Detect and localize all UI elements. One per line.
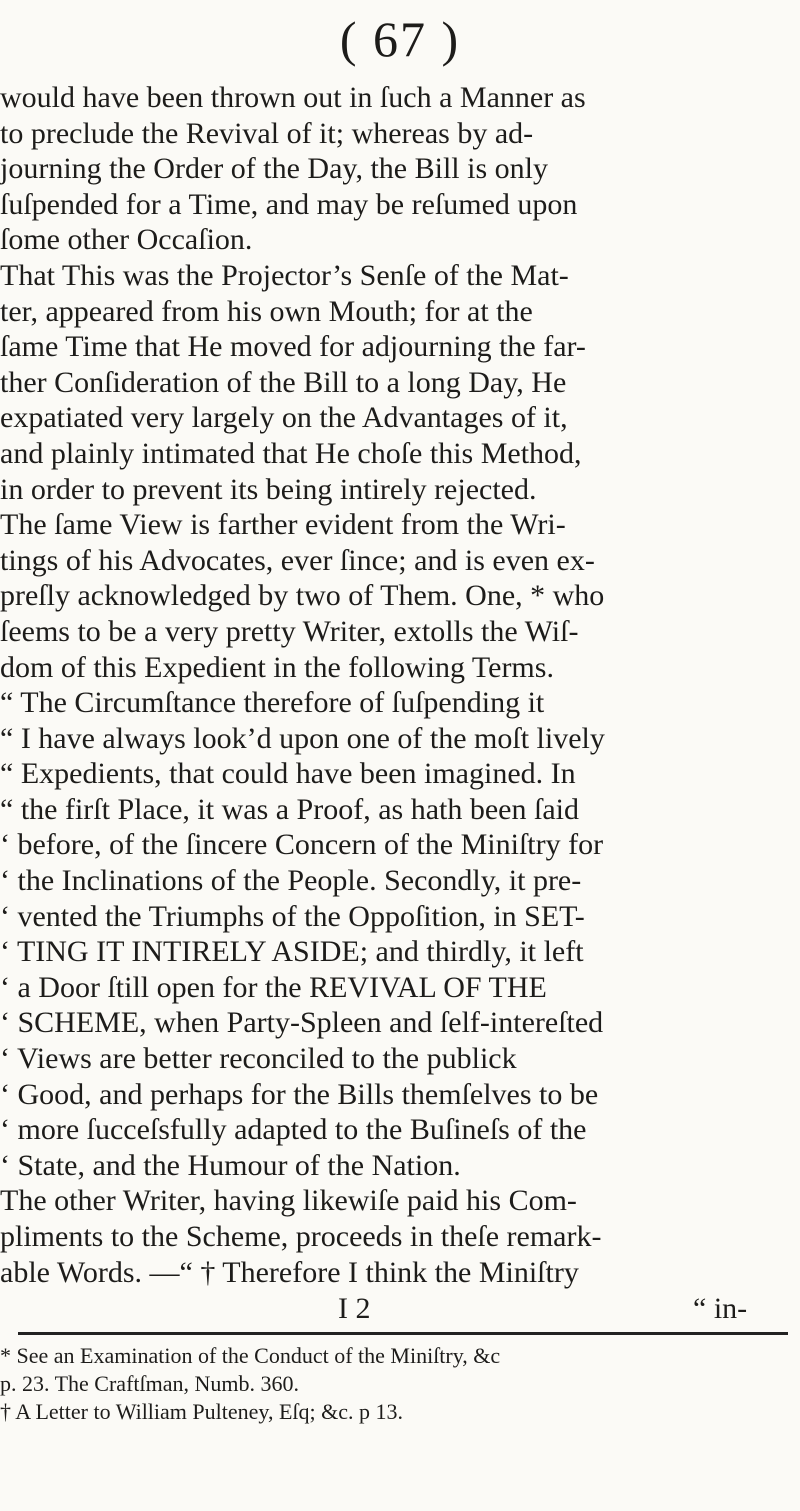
text-line: ſame Time that He moved for adjourning the far- xyxy=(0,330,586,364)
text-line: ‘ Good, and perhaps for the Bills themſelves to be xyxy=(0,1077,599,1111)
text-line: ther Conſideration of the Bill to a long Day, He xyxy=(0,365,567,399)
text-line: “ Expedients, that could have been imagined. In xyxy=(0,757,576,791)
text-line: That This was the Projector’s Senſe of the Mat- xyxy=(0,258,569,292)
text-line: “ I have always look’d upon one of the moſt lively xyxy=(0,721,605,755)
text-line: ‘ more ſucceſsfully adapted to the Buſineſs of the xyxy=(0,1113,587,1147)
text-line: ſome other Occaſion. xyxy=(0,223,253,257)
text-line: “ The Circumſtance therefore of ſuſpending it xyxy=(0,686,545,720)
footnote: * See an Examination of the Conduct of the Miniſtry, &c xyxy=(0,1343,501,1368)
text-line: ſuſpended for a Time, and may be reſumed upon xyxy=(0,187,578,221)
text-line: The ſame View is farther evident from the Wri- xyxy=(0,508,566,542)
text-line: ‘ State, and the Humour of the Nation. xyxy=(0,1148,461,1182)
text-line: ‘ before, of the ſincere Concern of the Miniſtry for xyxy=(0,828,604,862)
text-line: in order to prevent its being intirely rejected. xyxy=(0,472,537,506)
text-line: ‘ SCHEME, when Party-Spleen and ſelf-intereſted xyxy=(0,1006,604,1040)
text-line: The other Writer, having likewiſe paid his Com- xyxy=(0,1184,577,1218)
text-line: tings of his Advocates, ever ſince; and is even ex- xyxy=(0,543,595,577)
text-line: ‘ the Inclinations of the People. Secondly, it pre- xyxy=(0,864,582,898)
footnotes xyxy=(0,1342,790,1426)
footnote-rule xyxy=(18,1332,788,1335)
text-line: would have been thrown out in ſuch a Manner as xyxy=(0,81,586,114)
text-line: ſeems to be a very pretty Writer, extolls the Wiſ- xyxy=(0,614,579,648)
text-line: dom of this Expedient in the following Terms. xyxy=(0,650,554,684)
footnote: p. 23. The Craftſman, Numb. 360. xyxy=(0,1371,299,1396)
text-line: to preclude the Revival of it; whereas by ad- xyxy=(0,116,534,150)
text-line: ‘ a Door ſtill open for the REVIVAL OF THE xyxy=(0,970,547,1004)
text-line: expatiated very largely on the Advantages of it, xyxy=(0,401,568,435)
text-line: able Words. —“ † Therefore I think the Miniſtry xyxy=(0,1255,579,1289)
text-line: journing the Order of the Day, the Bill is only xyxy=(0,152,548,186)
signature-mark: I 2 xyxy=(338,1292,371,1325)
body-text xyxy=(0,80,790,1290)
footnote: † A Letter to William Pulteney, Eſq; &c. p 13. xyxy=(0,1399,404,1424)
text-line: “ the firſt Place, it was a Proof, as hath been ſaid xyxy=(0,792,579,826)
text-line: and plainly intimated that He choſe this Method, xyxy=(0,436,582,470)
text-line: ter, appeared from his own Mouth; for at the xyxy=(0,294,533,328)
text-line: preſly acknowledged by two of Them. One, * who xyxy=(0,579,605,613)
page-number: ( 67 ) xyxy=(339,11,461,67)
text-line: ‘ Views are better reconciled to the publick xyxy=(0,1042,517,1076)
text-line: pliments to the Scheme, proceeds in theſe remark- xyxy=(0,1220,602,1253)
text-line: ‘ TING IT INTIRELY ASIDE; and thirdly, it left xyxy=(0,935,584,969)
catchword: “ in- xyxy=(693,1292,748,1325)
text-line: ‘ vented the Triumphs of the Oppoſition, in SET- xyxy=(0,899,585,933)
